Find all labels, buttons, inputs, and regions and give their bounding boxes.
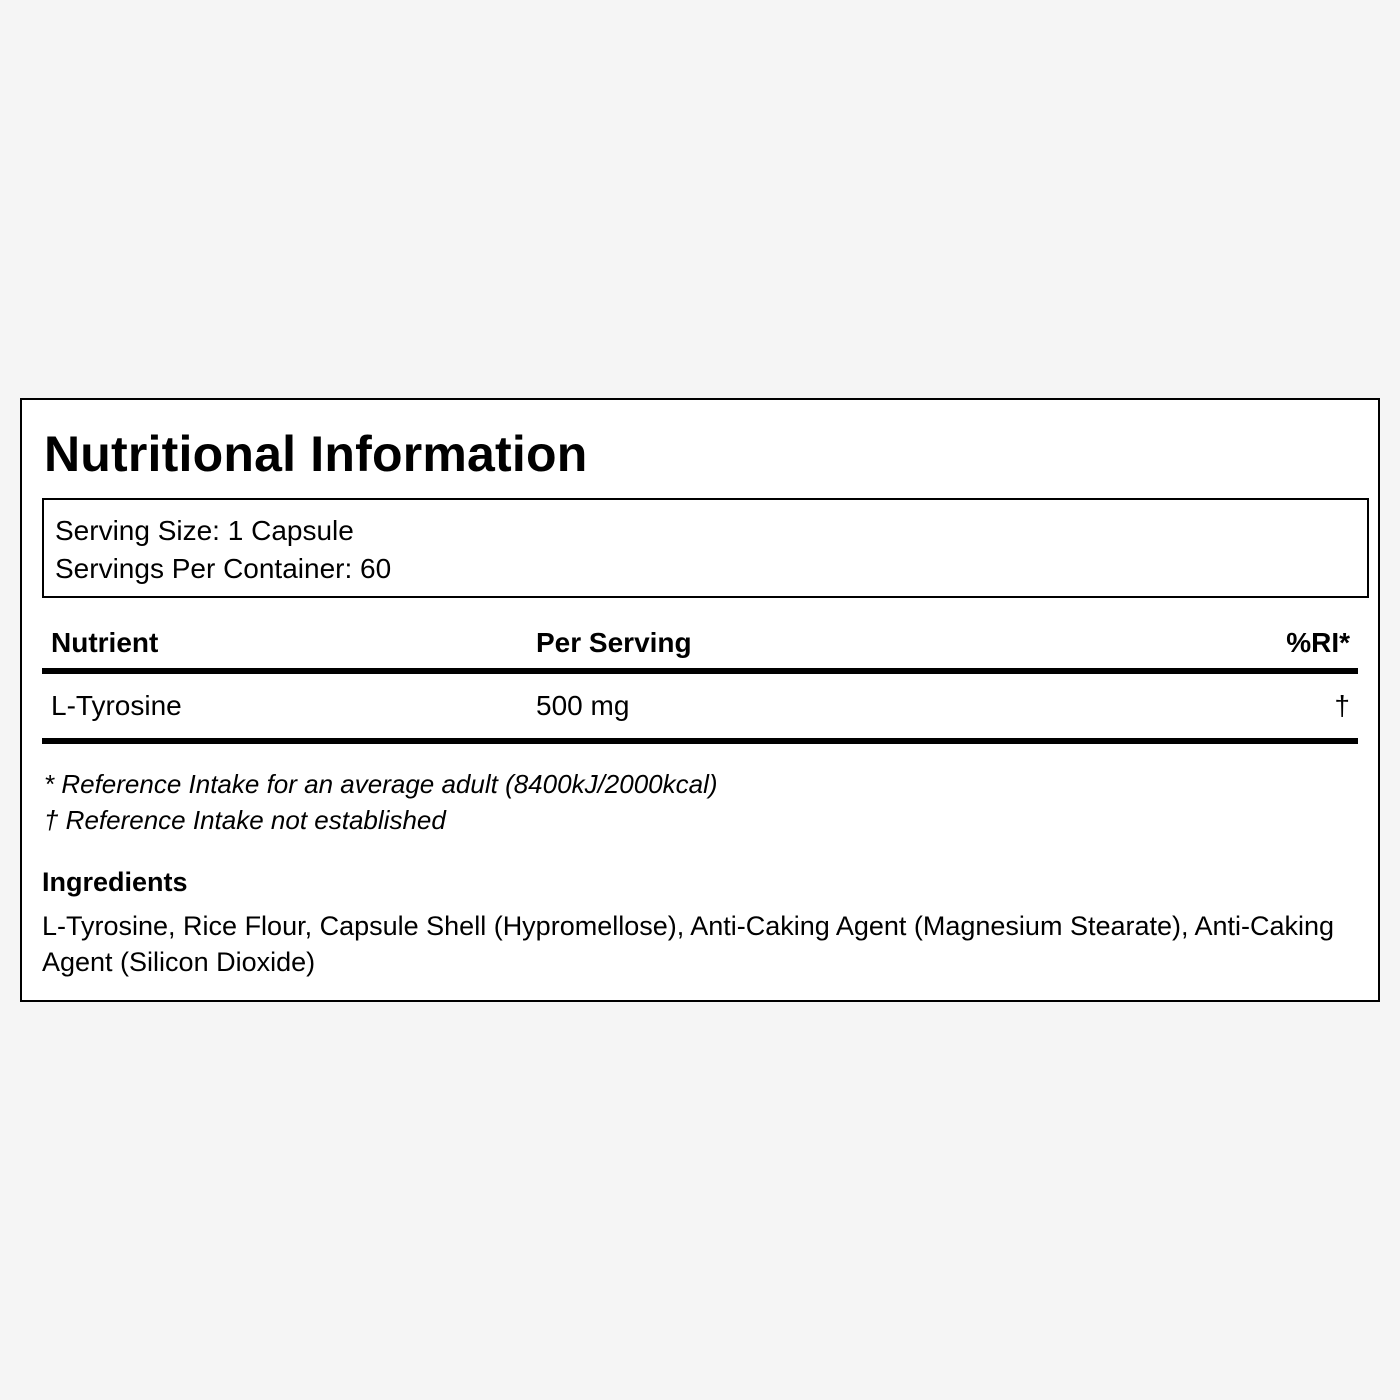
footnote-ri-not-established: † Reference Intake not established <box>44 805 446 835</box>
label-title: Nutritional Information <box>44 426 588 482</box>
footnotes <box>44 766 718 838</box>
nutrient-name: L-Tyrosine <box>51 690 182 721</box>
serving-size: Serving Size: 1 Capsule <box>55 515 354 546</box>
ingredients-list: L-Tyrosine, Rice Flour, Capsule Shell (Hypromellose), Anti-Caking Agent (Magnesium Stearate), Anti-Caking Agent (Silicon Dioxide) <box>42 911 1335 977</box>
table-header-row <box>42 618 1358 668</box>
header-ri: %RI* <box>1286 627 1350 658</box>
header-nutrient: Nutrient <box>51 627 159 658</box>
table-bottom-divider <box>42 738 1358 744</box>
nutrient-table <box>42 618 1358 744</box>
serving-info-box <box>42 498 1369 598</box>
table-row <box>42 674 1358 738</box>
nutrient-amount: 500 mg <box>536 690 630 721</box>
header-per-serving: Per Serving <box>536 627 692 658</box>
nutrient-ri: † <box>1334 690 1350 721</box>
footnote-ri-definition: * Reference Intake for an average adult (8400kJ/2000kcal) <box>44 769 718 799</box>
nutrition-label-panel <box>20 398 1380 1002</box>
servings-per-container: Servings Per Container: 60 <box>55 553 392 584</box>
ingredients-heading: Ingredients <box>42 867 188 897</box>
